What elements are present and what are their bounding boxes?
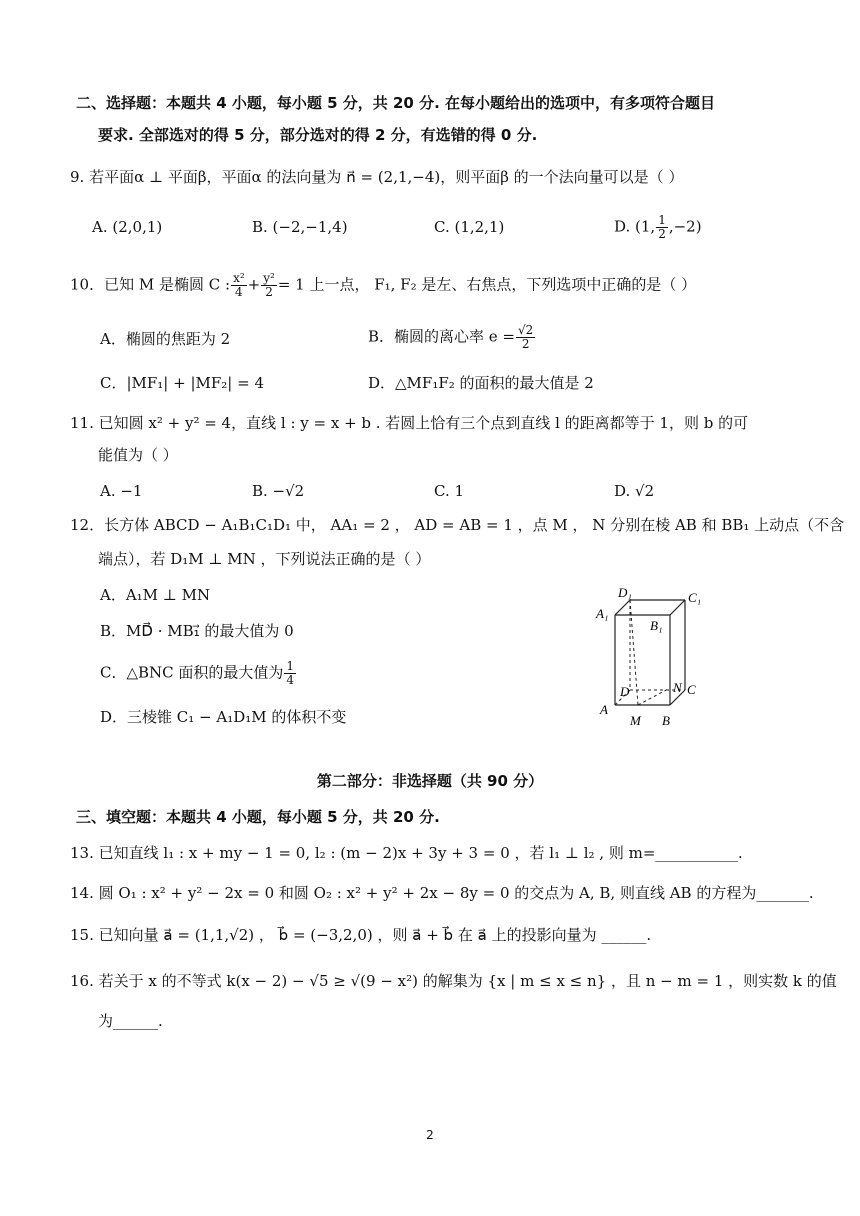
q11-option-b: B. −√2 bbox=[252, 482, 305, 500]
segment-d1m bbox=[630, 600, 638, 705]
q10-b-fraction bbox=[516, 324, 535, 351]
label-m: M bbox=[630, 713, 641, 728]
label-c1: C₁ bbox=[688, 590, 702, 605]
q9-option-c: C. (1,2,1) bbox=[434, 218, 505, 236]
section-2-title-line1: 二、选择题：本题共 4 小题，每小题 5 分，共 20 分. 在每小题给出的选项中，有多项符合题目 bbox=[76, 94, 716, 112]
q10-frac2 bbox=[261, 272, 277, 299]
label-b1: B₁ bbox=[650, 618, 663, 633]
q10-option-c: C．|MF₁| + |MF₂| = 4 bbox=[100, 374, 265, 392]
q12-option-c bbox=[100, 660, 297, 687]
q14: 14. 圆 O₁ : x² + y² − 2x = 0 和圆 O₂ : x² + y² + 2x − 8y = 0 的交点为 A, B, 则直线 AB 的方程为_______. bbox=[70, 884, 814, 902]
q12-option-b: B．MD⃗ · MB₁⃗ 的最大值为 0 bbox=[100, 622, 294, 640]
q9-stem: 9. 若平面α ⊥ 平面β，平面α 的法向量为 n⃗ = (2,1,−4)，则平面β 的一个法向量可以是（ ） bbox=[70, 168, 684, 186]
q11-stem-line1: 11. 已知圆 x² + y² = 4，直线 l : y = x + b . 若圆上恰有三个点到直线 l 的距离都等于 1，则 b 的可 bbox=[70, 414, 749, 432]
section-3-title: 三、填空题：本题共 4 小题，每小题 5 分，共 20 分. bbox=[76, 808, 440, 826]
part-2-title: 第二部分：非选择题（共 90 分） bbox=[316, 772, 544, 790]
q10-option-d: D．△MF₁F₂ 的面积的最大值是 2 bbox=[368, 374, 594, 392]
label-c: C bbox=[687, 682, 696, 697]
q10-f2-num: y² bbox=[263, 271, 275, 285]
q12-stem-line2: 端点），若 D₁M ⊥ MN ，下列说法正确的是（ ） bbox=[98, 550, 431, 568]
q10-option-a: A．椭圆的焦距为 2 bbox=[100, 330, 231, 348]
q9-option-a: A. (2,0,1) bbox=[92, 218, 163, 236]
q12-c-num: 1 bbox=[286, 659, 295, 673]
q10-f1-num: x² bbox=[233, 271, 245, 285]
q10-stem-pre: 10．已知 M 是椭圆 C : bbox=[70, 275, 231, 294]
q16-line1: 16. 若关于 x 的不等式 k(x − 2) − √5 ≥ √(9 − x²) 的解集为 {x | m ≤ x ≤ n} ，且 n − m = 1 ，则实数 k 的值 bbox=[70, 972, 837, 990]
q10-b-num: √2 bbox=[518, 323, 534, 337]
q12-c-pre: C．△BNC 面积的最大值为 bbox=[100, 663, 284, 682]
label-d1: D₁ bbox=[618, 585, 632, 600]
q12-option-d: D．三棱锥 C₁ − A₁D₁M 的体积不变 bbox=[100, 708, 347, 726]
q9-d-pre: D. (1, bbox=[614, 217, 656, 236]
q12-c-den: 4 bbox=[286, 673, 295, 687]
edge-a1d1 bbox=[615, 600, 630, 615]
q9-option-d bbox=[614, 214, 702, 241]
q12-option-a: A．A₁M ⊥ MN bbox=[100, 586, 211, 604]
label-n: N bbox=[673, 680, 682, 695]
q16-line2: 为______. bbox=[98, 1012, 163, 1030]
q12-stem-line1: 12．长方体 ABCD − A₁B₁C₁D₁ 中， AA₁ = 2 ， AD = AB = 1 ，点 M ， N 分别在棱 AB 和 BB₁ 上动点（不含 bbox=[70, 516, 845, 534]
q11-option-c: C. 1 bbox=[434, 482, 465, 500]
q11-option-a: A. −1 bbox=[100, 482, 143, 500]
q10-b-den: 2 bbox=[521, 337, 530, 351]
q12-c-fraction bbox=[284, 660, 296, 687]
q15: 15. 已知向量 a⃗ = (1,1,√2) ， b⃗ = (−3,2,0) ，则 a⃗ + b⃗ 在 a⃗ 上的投影向量为 ______. bbox=[70, 926, 652, 944]
q11-stem-line2: 能值为（ ） bbox=[98, 446, 178, 464]
q10-stem bbox=[70, 272, 696, 299]
label-a1: A₁ bbox=[596, 606, 609, 621]
q11-option-d: D. √2 bbox=[614, 482, 655, 500]
cuboid-figure bbox=[590, 580, 710, 740]
segment-mn bbox=[638, 688, 670, 705]
q10-frac1 bbox=[231, 272, 247, 299]
q10-option-b bbox=[368, 324, 536, 351]
label-d: D bbox=[620, 684, 630, 699]
q10-stem-post: = 1 上一点， F₁, F₂ 是左、右焦点，下列选项中正确的是（ ） bbox=[277, 275, 697, 294]
edge-b1c1 bbox=[670, 600, 685, 615]
q9-d-fraction bbox=[656, 214, 668, 241]
q13: 13. 已知直线 l₁ : x + my − 1 = 0, l₂ : (m − 2)x + 3y + 3 = 0 ，若 l₁ ⊥ l₂ , 则 m=___________. bbox=[70, 844, 743, 862]
q10-plus: + bbox=[247, 275, 261, 294]
q10-f1-den: 4 bbox=[235, 285, 243, 299]
q10-b-pre: B．椭圆的离心率 e = bbox=[368, 327, 516, 346]
page-number: 2 bbox=[426, 1128, 434, 1142]
q9-d-den: 2 bbox=[658, 227, 666, 241]
q9-d-num: 1 bbox=[658, 213, 666, 227]
q9-option-b: B. (−2,−1,4) bbox=[252, 218, 348, 236]
section-2-title-line2: 要求. 全部选对的得 5 分，部分选对的得 2 分，有选错的得 0 分. bbox=[98, 126, 538, 144]
label-b: B bbox=[662, 713, 670, 728]
q10-f2-den: 2 bbox=[265, 285, 273, 299]
label-a: A bbox=[600, 702, 608, 717]
q9-d-post: ,−2) bbox=[668, 217, 702, 236]
